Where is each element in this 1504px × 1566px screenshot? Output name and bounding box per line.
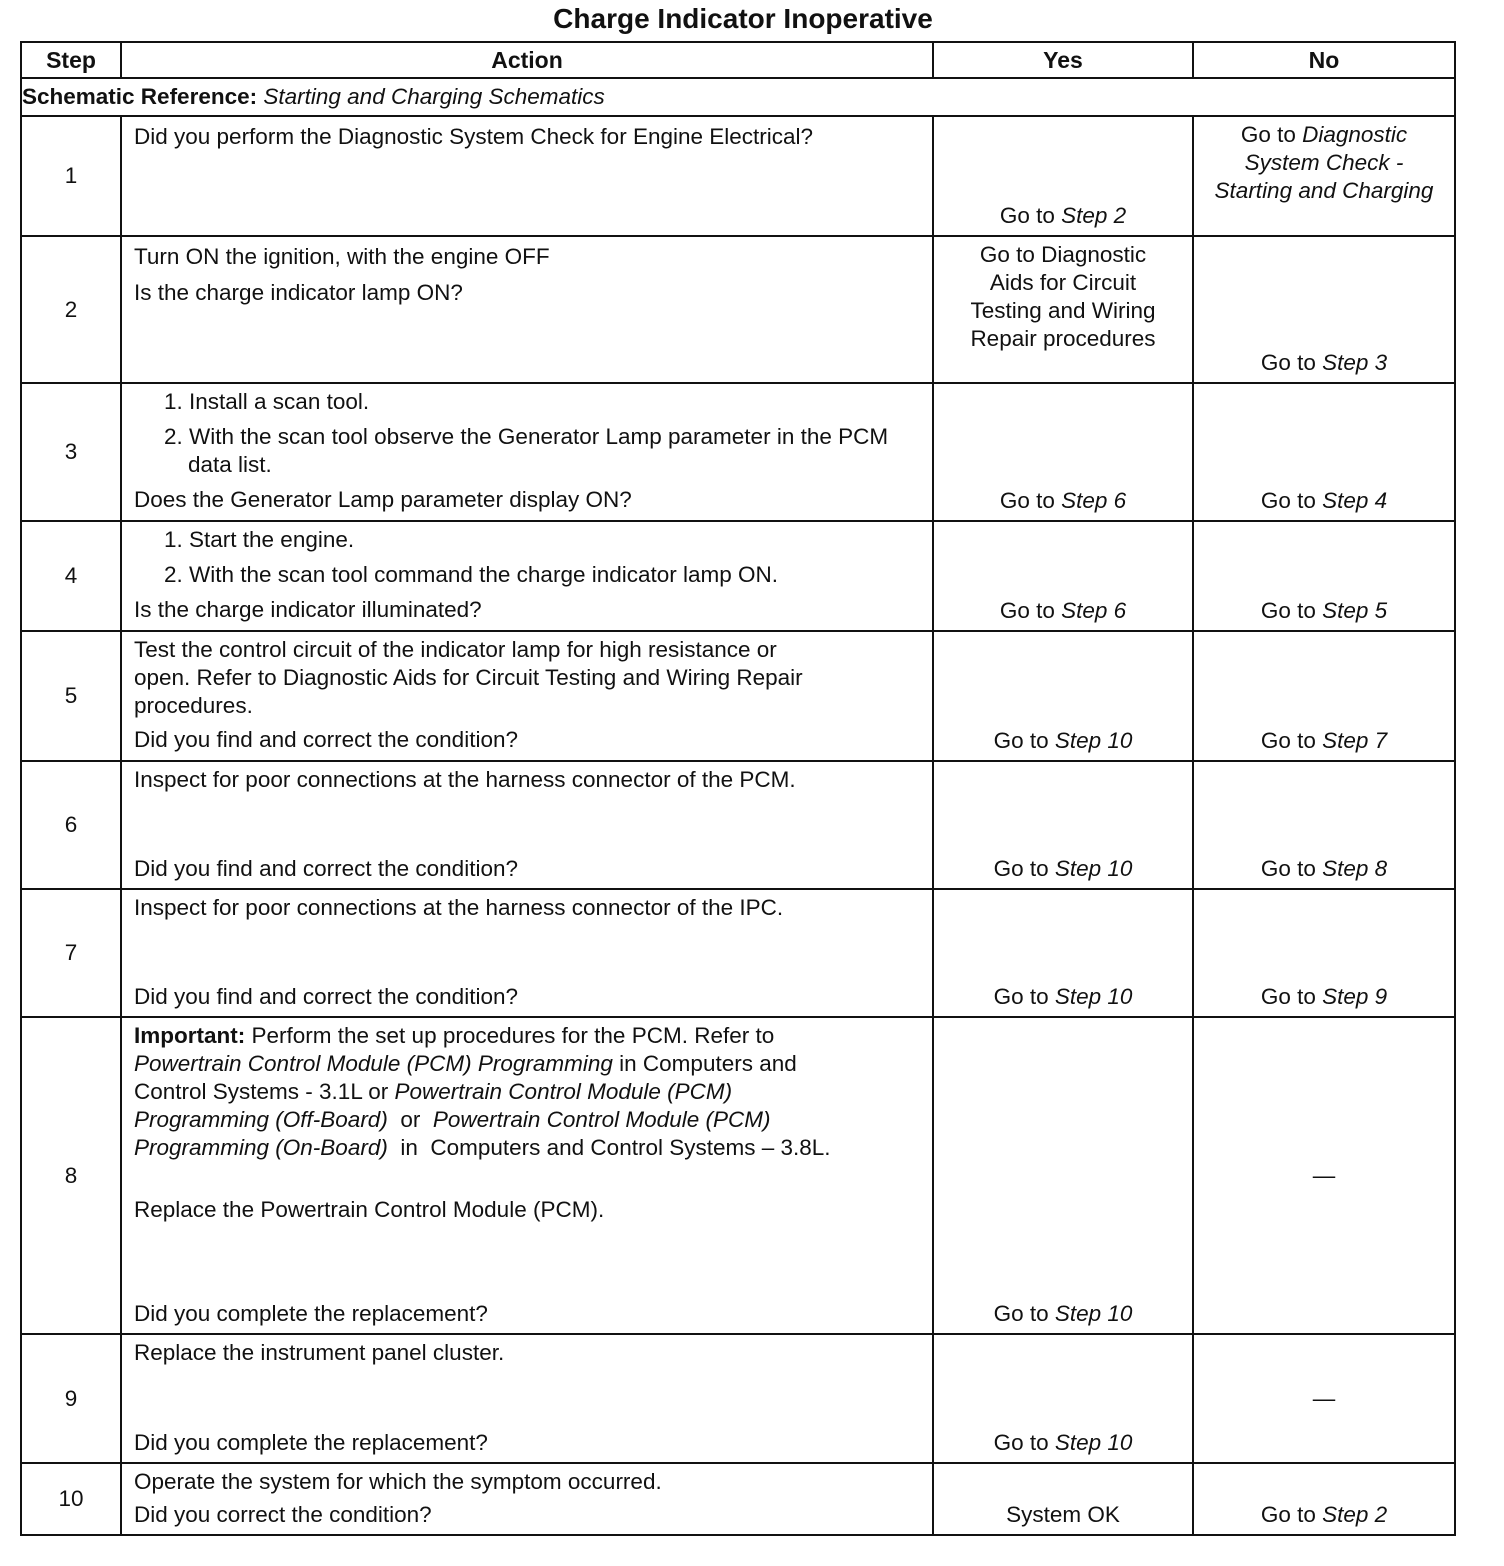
doc-reference[interactable]: Powertrain Control Module (PCM) <box>394 1079 733 1104</box>
goto-text: Go to <box>999 598 1055 623</box>
goto-text: Go to <box>993 856 1049 881</box>
yes-cell <box>933 236 1193 383</box>
yes-link-line3[interactable]: Testing and Wiring <box>970 298 1156 323</box>
table-row <box>21 383 1455 521</box>
no-dash: — <box>1312 1385 1336 1411</box>
table-row <box>21 521 1455 631</box>
action-text: procedures. <box>134 693 253 718</box>
step-number: 8 <box>21 1017 121 1334</box>
goto-text: Go to <box>993 1301 1049 1326</box>
step-number: 1 <box>21 116 121 236</box>
action-cell <box>121 236 933 383</box>
action-text: Replace the Powertrain Control Module (PCM). <box>134 1197 605 1222</box>
step-number: 6 <box>21 761 121 889</box>
action-text: Inspect for poor connections at the harness connector of the IPC. <box>134 895 784 920</box>
schematic-reference <box>21 78 1455 116</box>
action-cell <box>121 116 933 236</box>
action-question: Did you find and correct the condition? <box>134 727 518 752</box>
diagnostic-table <box>20 41 1456 1536</box>
goto-text: Go to <box>999 488 1055 513</box>
no-cell <box>1193 631 1455 761</box>
note-text: in Computers and <box>612 1051 797 1076</box>
goto-text: Go to <box>999 203 1055 228</box>
step-number: 10 <box>21 1463 121 1535</box>
header-yes: Yes <box>933 42 1193 78</box>
table-row <box>21 1463 1455 1535</box>
table-row <box>21 631 1455 761</box>
table-row <box>21 236 1455 383</box>
yes-cell <box>933 631 1193 761</box>
list-item: 1. Install a scan tool. <box>164 389 370 414</box>
no-cell <box>1193 889 1455 1017</box>
goto-text: Go to <box>1260 598 1316 623</box>
step-number: 9 <box>21 1334 121 1463</box>
yes-cell <box>933 761 1193 889</box>
yes-step-link[interactable]: Step 10 <box>1054 856 1133 881</box>
goto-text: Go to <box>993 728 1049 753</box>
yes-step-link[interactable]: Step 10 <box>1054 728 1133 753</box>
no-step-link[interactable]: Step 3 <box>1322 350 1388 375</box>
no-cell <box>1193 1463 1455 1535</box>
action-question: Did you find and correct the condition? <box>134 984 518 1009</box>
action-text: Test the control circuit of the indicator lamp for high resistance or <box>134 637 777 662</box>
yes-cell <box>933 889 1193 1017</box>
step-number: 3 <box>21 383 121 521</box>
no-link-part3[interactable]: Starting and Charging <box>1214 178 1434 203</box>
important-note-line <box>134 1106 922 1134</box>
yes-cell <box>933 521 1193 631</box>
action-question: Did you correct the condition? <box>134 1502 432 1527</box>
no-step-link[interactable]: Step 8 <box>1322 856 1388 881</box>
no-step-link[interactable]: Step 4 <box>1322 488 1388 513</box>
yes-step-link[interactable]: Step 2 <box>1061 203 1127 228</box>
list-item: 2. With the scan tool observe the Generator Lamp parameter in the PCM data list. <box>164 424 889 477</box>
goto-text: Go to <box>1240 122 1296 147</box>
no-cell <box>1193 521 1455 631</box>
system-ok-text: System OK <box>1006 1502 1120 1527</box>
no-link-part2[interactable]: System Check - <box>1244 150 1404 175</box>
yes-step-link[interactable]: Step 10 <box>1054 984 1133 1009</box>
important-note-line <box>134 1050 922 1078</box>
doc-reference[interactable]: Programming (On-Board) <box>134 1135 388 1160</box>
table-row <box>21 761 1455 889</box>
note-text: or <box>387 1107 433 1132</box>
yes-cell <box>933 383 1193 521</box>
note-text: Control Systems - 3.1L or <box>134 1079 395 1104</box>
doc-reference[interactable]: Programming (Off-Board) <box>134 1107 388 1132</box>
goto-text: Go to <box>993 1430 1049 1455</box>
yes-cell <box>933 116 1193 236</box>
action-question: Did you complete the replacement? <box>134 1430 488 1455</box>
yes-step-link[interactable]: Step 6 <box>1061 488 1127 513</box>
yes-step-link[interactable]: Step 10 <box>1054 1301 1133 1326</box>
action-text: Turn ON the ignition, with the engine OFF <box>134 244 550 269</box>
no-cell <box>1193 761 1455 889</box>
goto-text: Go to <box>1260 350 1316 375</box>
action-text: Operate the system for which the symptom occurred. <box>134 1469 662 1494</box>
schematic-value: Starting and Charging Schematics <box>263 84 605 109</box>
list-item: 1. Start the engine. <box>164 527 355 552</box>
no-cell <box>1193 1017 1455 1334</box>
table-row <box>21 1017 1455 1334</box>
no-step-link[interactable]: Step 9 <box>1322 984 1388 1009</box>
yes-step-link[interactable]: Step 10 <box>1054 1430 1133 1455</box>
no-cell <box>1193 383 1455 521</box>
important-note-line <box>134 1022 922 1050</box>
action-cell <box>121 383 933 521</box>
no-step-link[interactable]: Step 7 <box>1322 728 1388 753</box>
yes-cell <box>933 1017 1193 1334</box>
action-question: Is the charge indicator lamp ON? <box>134 280 463 305</box>
step-number: 7 <box>21 889 121 1017</box>
header-step: Step <box>21 42 121 78</box>
note-text: in Computers and Control Systems – 3.8L. <box>387 1135 831 1160</box>
action-text: Replace the instrument panel cluster. <box>134 1340 505 1365</box>
goto-text: Go to <box>993 984 1049 1009</box>
goto-text: Go to <box>1260 856 1316 881</box>
no-dash: — <box>1312 1162 1336 1188</box>
yes-cell <box>933 1463 1193 1535</box>
yes-link-line4[interactable]: Repair procedures <box>970 326 1156 351</box>
table-row <box>21 889 1455 1017</box>
yes-cell <box>933 1334 1193 1463</box>
important-note-line <box>134 1134 922 1162</box>
table-row <box>21 116 1455 236</box>
header-row <box>21 42 1455 78</box>
step-number: 2 <box>21 236 121 383</box>
goto-text: Go to <box>1260 728 1316 753</box>
step-number: 4 <box>21 521 121 631</box>
yes-step-link[interactable]: Step 6 <box>1061 598 1127 623</box>
action-cell <box>121 631 933 761</box>
important-label: Important: <box>134 1023 246 1048</box>
no-cell <box>1193 116 1455 236</box>
action-question: Did you find and correct the condition? <box>134 856 518 881</box>
action-cell <box>121 1017 933 1334</box>
header-action: Action <box>121 42 933 78</box>
doc-reference[interactable]: Powertrain Control Module (PCM) Programming <box>134 1051 613 1076</box>
action-question: Does the Generator Lamp parameter display ON? <box>134 487 632 512</box>
action-text: Did you perform the Diagnostic System Check for Engine Electrical? <box>134 124 814 149</box>
table-row <box>21 1334 1455 1463</box>
step-number: 5 <box>21 631 121 761</box>
no-step-link[interactable]: Step 5 <box>1322 598 1388 623</box>
yes-link-line1[interactable]: Go to Diagnostic <box>979 242 1147 267</box>
action-question: Did you complete the replacement? <box>134 1301 488 1326</box>
schematic-label: Schematic Reference: <box>22 84 258 109</box>
action-text: Inspect for poor connections at the harness connector of the PCM. <box>134 767 796 792</box>
action-cell <box>121 761 933 889</box>
important-note-line <box>134 1078 922 1106</box>
list-item: 2. With the scan tool command the charge indicator lamp ON. <box>164 562 779 587</box>
goto-text: Go to <box>1260 488 1316 513</box>
yes-link-line2[interactable]: Aids for Circuit <box>989 270 1137 295</box>
action-cell <box>121 1334 933 1463</box>
goto-text: Go to <box>1260 984 1316 1009</box>
doc-reference[interactable]: Powertrain Control Module (PCM) <box>432 1107 771 1132</box>
no-cell <box>1193 236 1455 383</box>
action-question: Is the charge indicator illuminated? <box>134 597 482 622</box>
no-link-part1[interactable]: Diagnostic <box>1302 122 1408 147</box>
action-cell <box>121 1463 933 1535</box>
no-cell <box>1193 1334 1455 1463</box>
page-title: Charge Indicator Inoperative <box>553 3 933 34</box>
goto-text: Go to <box>1260 1502 1316 1527</box>
note-text: Perform the set up procedures for the PCM. Refer to <box>245 1023 775 1048</box>
action-cell <box>121 521 933 631</box>
action-cell <box>121 889 933 1017</box>
action-text: open. Refer to Diagnostic Aids for Circuit Testing and Wiring Repair <box>134 665 803 690</box>
schematic-row <box>21 78 1455 116</box>
no-step-link[interactable]: Step 2 <box>1322 1502 1388 1527</box>
header-no: No <box>1193 42 1455 78</box>
